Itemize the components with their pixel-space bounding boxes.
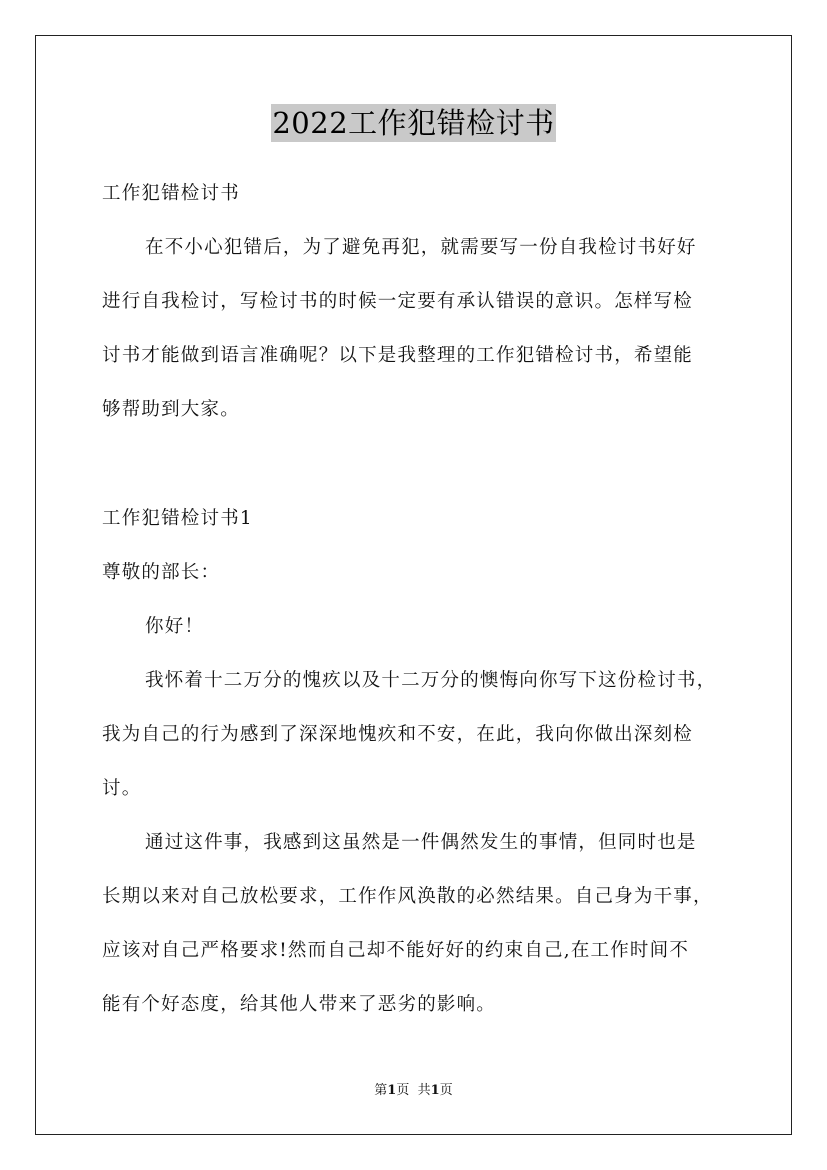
section-title: 工作犯错检讨书1: [102, 508, 253, 529]
page-footer: [0, 1082, 827, 1100]
subtitle: 工作犯错检讨书: [102, 183, 240, 204]
paragraph2-line-3: 应该对自己严格要求!然而自己却不能好好的约束自己,在工作时间不: [102, 940, 690, 961]
intro-line-1: 在不小心犯错后，为了避免再犯，就需要写一份自我检讨书好好: [145, 237, 697, 258]
intro-line-4: 够帮助到大家。: [102, 399, 240, 420]
footer-total-prefix: 共: [417, 1083, 431, 1098]
salutation: 尊敬的部长：: [102, 562, 221, 583]
document-title: 2022工作犯错检讨书: [272, 106, 555, 140]
paragraph1-line-3: 讨。: [102, 778, 142, 799]
footer-page-number: 1: [387, 1083, 397, 1098]
paragraph2-line-2: 长期以来对自己放松要求，工作作风涣散的必然结果。自己身为干事，: [102, 886, 713, 907]
paragraph2-line-1: 通过这件事，我感到这虽然是一件偶然发生的事情，但同时也是: [145, 832, 697, 853]
footer-page-prefix: 第: [374, 1083, 388, 1098]
intro-line-3: 讨书才能做到语言准确呢？以下是我整理的工作犯错检讨书，希望能: [102, 345, 694, 366]
paragraph1-line-1: 我怀着十二万分的愧疚以及十二万分的懊悔向你写下这份检讨书，: [145, 670, 717, 691]
intro-line-2: 进行自我检讨，写检讨书的时候一定要有承认错误的意识。怎样写检: [102, 291, 694, 312]
title-container: [0, 104, 827, 142]
footer-total-number: 1: [430, 1083, 440, 1098]
paragraph1-line-2: 我为自己的行为感到了深深地愧疚和不安，在此，我向你做出深刻检: [102, 724, 694, 745]
paragraph2-line-4: 能有个好态度，给其他人带来了恶劣的影响。: [102, 994, 497, 1015]
greeting: 你好！: [145, 616, 205, 637]
footer-page-suffix: 页: [396, 1083, 410, 1098]
footer-total-suffix: 页: [439, 1083, 453, 1098]
